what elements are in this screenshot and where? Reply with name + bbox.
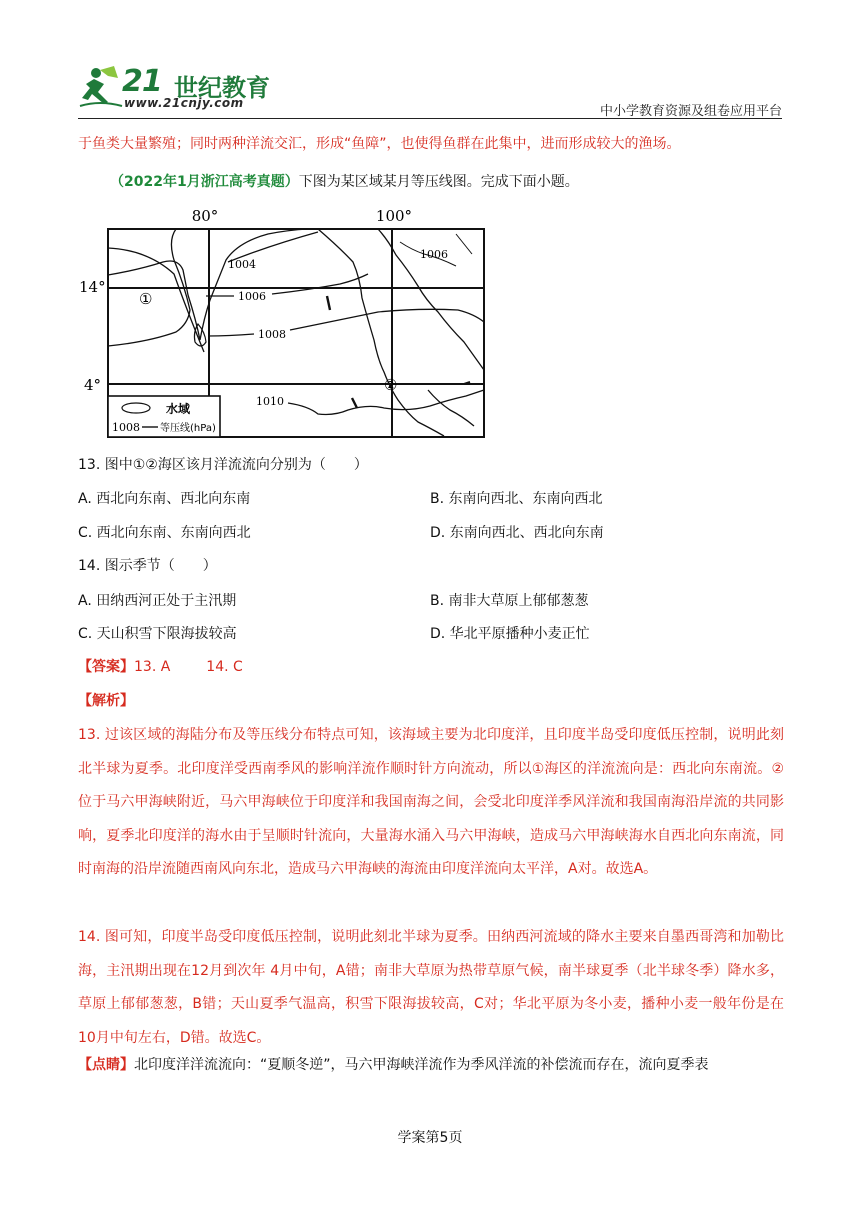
isobar-1006-line (272, 274, 368, 294)
lon-label-80: 80° (191, 207, 219, 225)
q13-option-c: C. 西北向东南、东南向西北 (78, 525, 251, 541)
site-logo (78, 64, 278, 112)
tip-text: 北印度洋洋流流向：“夏顺冬逆”，马六甲海峡洋流作为季风洋流的补偿流而存在，流向夏季表 (134, 1057, 709, 1073)
lon-label-100: 100° (375, 207, 413, 225)
q13-option-d: D. 东南向西北、西北向东南 (430, 525, 604, 541)
isobar-label-1008: 1008 (258, 328, 286, 341)
logo-text: 世纪教育 (174, 74, 270, 102)
marker-1: ① (139, 290, 153, 308)
island-andaman (327, 296, 330, 310)
isobar-label-1006: 1006 (238, 290, 266, 303)
legend-isobar-label: 等压线(hPa) (160, 423, 216, 434)
analysis-label: 【解析】 (78, 693, 134, 709)
isobar-1006-ne (456, 234, 472, 254)
q14-option-d: D. 华北平原播种小麦正忙 (430, 626, 590, 642)
isobar-map (78, 200, 498, 445)
q13-option-a: A. 西北向东南、西北向东南 (78, 491, 251, 507)
lat-label-14: 14° (79, 278, 106, 296)
isobar-label-1004: 1004 (228, 258, 256, 271)
legend-isobar-value: 1008 (112, 421, 140, 434)
logo-url: www.21cnjy.com (124, 96, 244, 110)
q13-stem: 13. 图中①②海区该月洋流流向分别为（ ） (78, 457, 368, 473)
question-stem-line (110, 172, 579, 192)
answer-14: 14. C (206, 659, 243, 675)
page-footer: 学案第5页 (397, 1130, 463, 1146)
answer-label: 【答案】 (78, 659, 134, 675)
answer-13: 13. A (134, 659, 171, 675)
analysis-13: 13. 过该区域的海陆分布及等压线分布特点可知，该海域主要为北印度洋，且印度半岛受印度低压控制，说明此刻北半球为夏季。北印度洋受西南季风的影响洋流作顺时针方向流动，所以①海区的洋流流向是：西北向东南流。②位于马六甲海峡附近，马六甲海峡位于印度洋和我国南海之间，会受北印度洋季风洋流和我国南海沿岸流的共同影响，夏季北印度洋的海水由于呈顺时针流向，大量海水涌入马六甲海峡，造成马六甲海峡海水自西北向东南流，同时南海的沿岸流随西南风向东北，造成马六甲海峡的海流由印度洋流向太平洋，A对。故选A。 (78, 727, 784, 877)
question-source: （2022年1月浙江高考真题） (110, 174, 299, 190)
q14-option-c: C. 天山积雪下限海拔较高 (78, 626, 237, 642)
platform-name: 中小学教育资源及组卷应用平台 (599, 104, 782, 119)
header-divider (78, 118, 782, 119)
marker-2: ② (384, 376, 398, 394)
runner-icon (78, 64, 124, 110)
legend-water-label: 水域 (166, 402, 191, 416)
tip-line (78, 1055, 709, 1075)
question-stem: 下图为某区域某月等压线图。完成下面小题。 (298, 174, 579, 190)
tip-label: 【点睛】 (78, 1057, 134, 1073)
isobar-1008-line (290, 309, 484, 330)
q13-option-b: B. 东南向西北、东南向西北 (430, 491, 603, 507)
q14-option-a: A. 田纳西河正处于主汛期 (78, 593, 237, 609)
q14-option-b: B. 南非大草原上郁郁葱葱 (430, 593, 589, 609)
isobar-label-1006-ne: 1006 (420, 248, 448, 261)
q14-stem: 14. 图示季节（ ） (78, 558, 217, 574)
isobar-label-1010: 1010 (256, 395, 284, 408)
isobar-1008-tick (208, 334, 254, 336)
analysis-14: 14. 图可知，印度半岛受印度低压控制，说明此刻北半球为夏季。田纳西河流域的降水主要来自墨西哥湾和加勒比海，主汛期出现在12月到次年 4月中旬，A错；南非大草原为热带草原气候，南半球夏季（北半球冬季）降水多，草原上郁郁葱葱，B错；天山夏季气温高，积雪下限海拔较高，C对；华北平原为冬小麦，播种小麦一般年份是在10月中旬左右，D错。故选C。 (78, 929, 784, 1046)
island-small (352, 398, 357, 408)
answer-line (78, 657, 243, 677)
logo-number: 21 (122, 64, 162, 99)
intro-line: 于鱼类大量繁殖；同时两种洋流交汇，形成“鱼障”，也使得鱼群在此集中，进而形成较大的渔场。 (78, 136, 681, 152)
lat-label-4: 4° (84, 376, 102, 394)
